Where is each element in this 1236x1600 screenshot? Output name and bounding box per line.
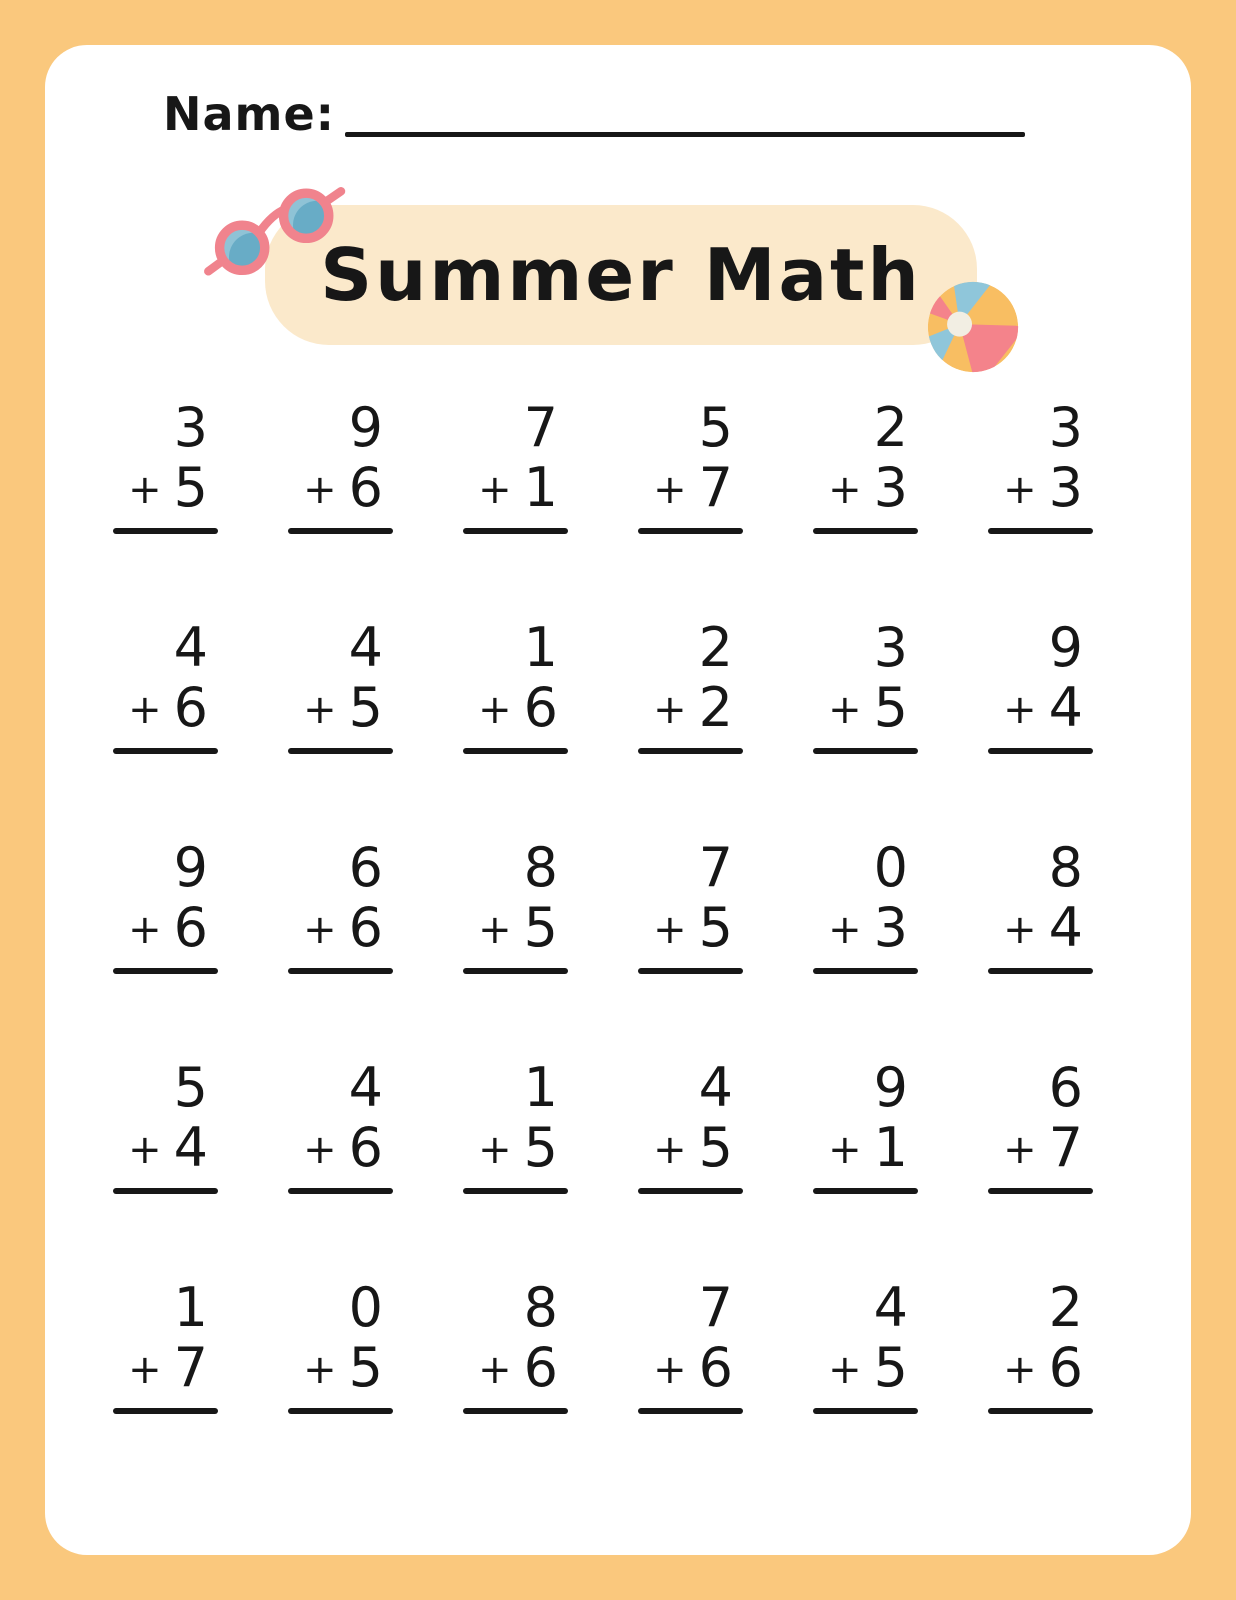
operator: + xyxy=(128,1127,162,1173)
top-addend: 3 xyxy=(1048,396,1083,459)
answer-line xyxy=(288,1408,393,1414)
addition-problem xyxy=(988,1278,1093,1414)
addition-problem xyxy=(813,618,918,754)
top-addend: 4 xyxy=(873,1276,908,1339)
bottom-addend: 4 xyxy=(1048,676,1083,739)
bottom-addend: 6 xyxy=(348,456,383,519)
top-addend: 3 xyxy=(873,616,908,679)
answer-line xyxy=(813,1408,918,1414)
operator: + xyxy=(1003,1127,1037,1173)
top-addend: 5 xyxy=(698,396,733,459)
bottom-addend: 4 xyxy=(1048,896,1083,959)
operator: + xyxy=(828,907,862,953)
top-addend: 9 xyxy=(873,1056,908,1119)
top-addend: 4 xyxy=(348,616,383,679)
top-addend: 1 xyxy=(173,1276,208,1339)
top-addend: 7 xyxy=(523,396,558,459)
addition-problem xyxy=(113,618,218,754)
top-addend: 7 xyxy=(698,836,733,899)
operator: + xyxy=(303,1127,337,1173)
bottom-addend: 5 xyxy=(173,456,208,519)
sunglasses-icon xyxy=(197,163,357,293)
answer-line xyxy=(288,528,393,534)
addition-problem xyxy=(113,398,218,534)
problems-grid xyxy=(113,398,1093,1414)
bottom-addend: 6 xyxy=(173,676,208,739)
answer-line xyxy=(113,968,218,974)
operator: + xyxy=(128,907,162,953)
top-addend: 0 xyxy=(873,836,908,899)
addition-problem xyxy=(813,1278,918,1414)
addition-problem xyxy=(463,1058,568,1194)
addition-problem xyxy=(113,838,218,974)
addition-problem xyxy=(463,838,568,974)
operator: + xyxy=(478,1127,512,1173)
operator: + xyxy=(1003,687,1037,733)
answer-line xyxy=(113,1188,218,1194)
operator: + xyxy=(653,467,687,513)
operator: + xyxy=(653,1127,687,1173)
operator: + xyxy=(128,1347,162,1393)
title-banner xyxy=(265,205,977,345)
addition-problem xyxy=(288,618,393,754)
name-write-line xyxy=(345,132,1025,137)
addition-problem xyxy=(638,1058,743,1194)
addition-problem xyxy=(463,618,568,754)
operator: + xyxy=(653,687,687,733)
worksheet-page xyxy=(45,45,1191,1555)
addition-problem xyxy=(988,398,1093,534)
answer-line xyxy=(638,748,743,754)
addition-problem xyxy=(813,838,918,974)
addition-problem xyxy=(463,1278,568,1414)
bottom-addend: 7 xyxy=(1048,1116,1083,1179)
answer-line xyxy=(288,968,393,974)
top-addend: 2 xyxy=(873,396,908,459)
operator: + xyxy=(303,1347,337,1393)
answer-line xyxy=(988,1408,1093,1414)
bottom-addend: 6 xyxy=(348,896,383,959)
operator: + xyxy=(828,1347,862,1393)
top-addend: 8 xyxy=(523,836,558,899)
answer-line xyxy=(638,1408,743,1414)
operator: + xyxy=(478,907,512,953)
addition-problem xyxy=(638,1278,743,1414)
operator: + xyxy=(128,467,162,513)
bottom-addend: 5 xyxy=(348,676,383,739)
operator: + xyxy=(653,907,687,953)
bottom-addend: 2 xyxy=(698,676,733,739)
answer-line xyxy=(113,528,218,534)
top-addend: 7 xyxy=(698,1276,733,1339)
top-addend: 2 xyxy=(1048,1276,1083,1339)
page-title: Summer Math xyxy=(320,233,922,317)
bottom-addend: 3 xyxy=(873,896,908,959)
answer-line xyxy=(988,528,1093,534)
top-addend: 0 xyxy=(348,1276,383,1339)
operator: + xyxy=(653,1347,687,1393)
answer-line xyxy=(638,1188,743,1194)
addition-problem xyxy=(288,398,393,534)
bottom-addend: 5 xyxy=(348,1336,383,1399)
answer-line xyxy=(463,968,568,974)
bottom-addend: 5 xyxy=(873,1336,908,1399)
addition-problem xyxy=(288,1278,393,1414)
operator: + xyxy=(303,907,337,953)
operator: + xyxy=(303,687,337,733)
bottom-addend: 3 xyxy=(1048,456,1083,519)
answer-line xyxy=(813,528,918,534)
bottom-addend: 6 xyxy=(523,1336,558,1399)
addition-problem xyxy=(813,1058,918,1194)
top-addend: 4 xyxy=(698,1056,733,1119)
top-addend: 6 xyxy=(1048,1056,1083,1119)
top-addend: 8 xyxy=(523,1276,558,1339)
addition-problem xyxy=(113,1278,218,1414)
operator: + xyxy=(828,687,862,733)
addition-problem xyxy=(988,838,1093,974)
answer-line xyxy=(463,748,568,754)
answer-line xyxy=(813,1188,918,1194)
top-addend: 5 xyxy=(173,1056,208,1119)
bottom-addend: 4 xyxy=(173,1116,208,1179)
bottom-addend: 6 xyxy=(348,1116,383,1179)
operator: + xyxy=(1003,1347,1037,1393)
operator: + xyxy=(303,467,337,513)
answer-line xyxy=(638,528,743,534)
bottom-addend: 5 xyxy=(873,676,908,739)
bottom-addend: 6 xyxy=(1048,1336,1083,1399)
answer-line xyxy=(288,748,393,754)
addition-problem xyxy=(638,618,743,754)
addition-problem xyxy=(988,618,1093,754)
answer-line xyxy=(463,1408,568,1414)
operator: + xyxy=(478,1347,512,1393)
top-addend: 6 xyxy=(348,836,383,899)
addition-problem xyxy=(288,1058,393,1194)
answer-line xyxy=(638,968,743,974)
answer-line xyxy=(988,748,1093,754)
addition-problem xyxy=(288,838,393,974)
operator: + xyxy=(828,1127,862,1173)
bottom-addend: 7 xyxy=(173,1336,208,1399)
answer-line xyxy=(113,1408,218,1414)
addition-problem xyxy=(638,838,743,974)
beach-ball-icon xyxy=(925,279,1021,375)
top-addend: 9 xyxy=(348,396,383,459)
operator: + xyxy=(128,687,162,733)
name-row xyxy=(163,89,1025,140)
answer-line xyxy=(288,1188,393,1194)
top-addend: 1 xyxy=(523,1056,558,1119)
top-addend: 2 xyxy=(698,616,733,679)
answer-line xyxy=(988,1188,1093,1194)
top-addend: 3 xyxy=(173,396,208,459)
operator: + xyxy=(478,687,512,733)
answer-line xyxy=(463,1188,568,1194)
addition-problem xyxy=(113,1058,218,1194)
bottom-addend: 6 xyxy=(523,676,558,739)
addition-problem xyxy=(988,1058,1093,1194)
top-addend: 8 xyxy=(1048,836,1083,899)
bottom-addend: 1 xyxy=(873,1116,908,1179)
top-addend: 4 xyxy=(173,616,208,679)
addition-problem xyxy=(813,398,918,534)
bottom-addend: 7 xyxy=(698,456,733,519)
top-addend: 9 xyxy=(1048,616,1083,679)
bottom-addend: 5 xyxy=(523,896,558,959)
bottom-addend: 5 xyxy=(698,1116,733,1179)
bottom-addend: 5 xyxy=(523,1116,558,1179)
top-addend: 4 xyxy=(348,1056,383,1119)
bottom-addend: 1 xyxy=(523,456,558,519)
name-label: Name: xyxy=(163,87,336,141)
operator: + xyxy=(478,467,512,513)
top-addend: 1 xyxy=(523,616,558,679)
answer-line xyxy=(113,748,218,754)
answer-line xyxy=(463,528,568,534)
answer-line xyxy=(988,968,1093,974)
answer-line xyxy=(813,748,918,754)
top-addend: 9 xyxy=(173,836,208,899)
addition-problem xyxy=(638,398,743,534)
operator: + xyxy=(828,467,862,513)
bottom-addend: 6 xyxy=(698,1336,733,1399)
bottom-addend: 3 xyxy=(873,456,908,519)
operator: + xyxy=(1003,907,1037,953)
addition-problem xyxy=(463,398,568,534)
operator: + xyxy=(1003,467,1037,513)
answer-line xyxy=(813,968,918,974)
bottom-addend: 6 xyxy=(173,896,208,959)
bottom-addend: 5 xyxy=(698,896,733,959)
